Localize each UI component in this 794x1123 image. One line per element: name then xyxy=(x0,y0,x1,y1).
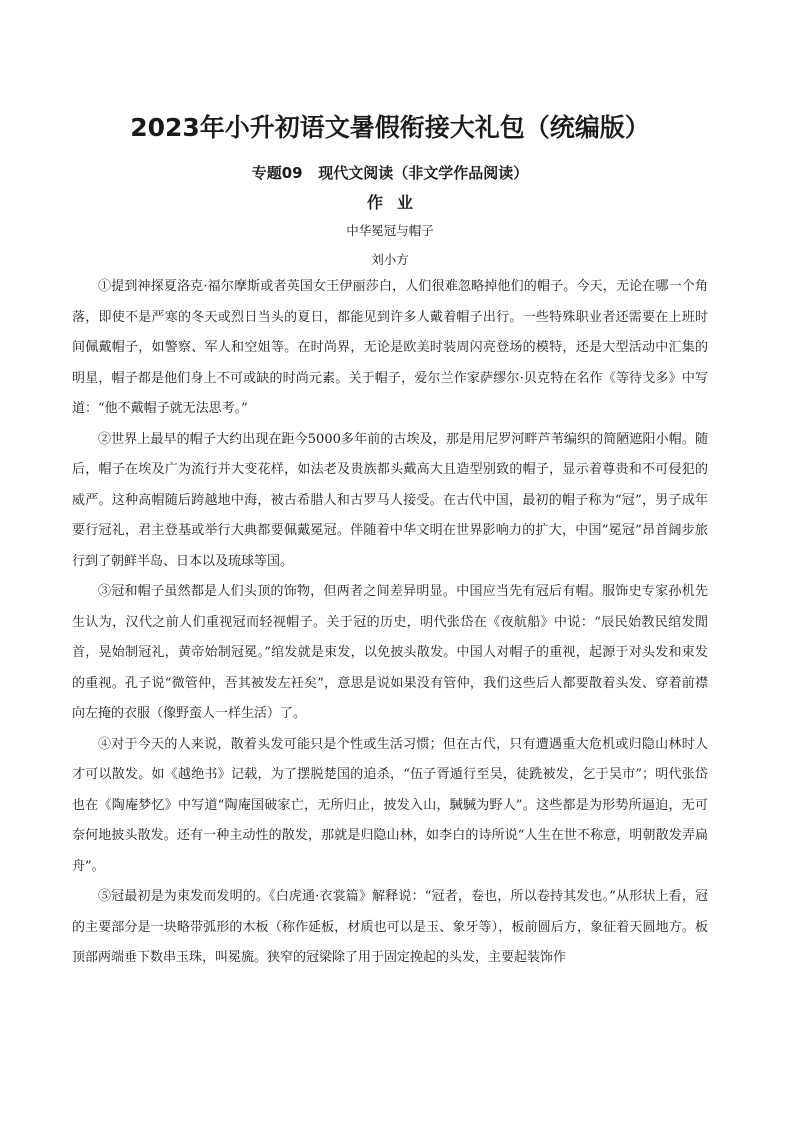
paragraph-3: ③冠和帽子虽然都是人们头顶的饰物，但两者之间差异明显。中国应当先有冠后有帽。服饰史专家孙机先生认为，汉代之前人们重视冠而轻视帽子。关于冠的历史，明代张岱在《夜航船》中说：“辰民始教民绾发閒首，晃始制冠礼，黄帝始制冠冕。”绾发就是束发，以免披头散发。中国人对帽子的重视，起源于对头发和束发的重视。孔子说“微管仲，吾其被发左衽矣”，意思是说如果没有管仲，我们这些后人都要散着头发、穿着前襟向左掩的衣服（像野蛮人一样生活）了。 xyxy=(72,584,708,721)
article-body xyxy=(72,272,708,974)
article-author: 刘小方 xyxy=(371,252,409,267)
document-title: 2023年小升初语文暑假衔接大礼包（统编版） xyxy=(130,113,650,142)
paragraph-2: ②世界上最早的帽子大约出现在距今5000多年前的古埃及，那是用尼罗河畔芦苇编织的简陋遮阳小帽。随后，帽子在埃及广为流行并大变花样，如法老及贵族都头戴高大且造型别致的帽子，显示着尊贵和不可侵犯的威严。这种高帽随后跨越地中海，被古希腊人和古罗马人接受。在古代中国，最初的帽子称为“冠”，男子成年要行冠礼，君主登基或举行大典都要佩戴冕冠。伴随着中华文明在世界影响力的扩大，中国“冕冠”昂首阔步旅行到了朝鲜半岛、日本以及琉球等国。 xyxy=(72,431,708,569)
topic-subtitle: 专题09 现代文阅读（非文学作品阅读） xyxy=(251,164,529,182)
paragraph-1: ①提到神探夏洛克·福尔摩斯或者英国女王伊丽莎白，人们很难忽略掉他们的帽子。今天，无论在哪一个角落，即使不是严寒的冬天或烈日当头的夏日，都能见到许多人戴着帽子出行。一些特殊职业者还需要在上班时间佩戴帽子，如警察、军人和空姐等。在时尚界，无论是欧美时装周闪亮登场的模特，还是大型活动中汇集的明星，帽子都是他们身上不可或缺的时尚元素。关于帽子，爱尔兰作家萨缪尔·贝克特在名作《等待戈多》中写道：“他不戴帽子就无法思考。” xyxy=(72,279,708,416)
article-title: 中华冕冠与帽子 xyxy=(346,223,434,238)
paragraph-5: ⑤冠最初是为束发而发明的。《白虎通·衣裳篇》解释说：“冠者，卷也，所以卷持其发也。”从形状上看，冠的主要部分是一块略带弧形的木板（称作延板，材质也可以是玉、象牙等），板前圆后方，象征着天圆地方。板顶部两端垂下数串玉珠，叫冕旒。狭窄的冠梁除了用于固定挽起的头发，主要起装饰作 xyxy=(72,889,708,965)
section-label: 作业 xyxy=(366,193,427,212)
paragraph-4: ④对于今天的人来说，散着头发可能只是个性或生活习惯；但在古代，只有遭遇重大危机或归隐山林时人才可以散发。如《越绝书》记载，为了摆脱楚国的追杀，“伍子胥遁行至吴，徒跣被发，乞于吴市”；明代张岱也在《陶庵梦忆》中写道“陶庵国破家亡，无所归止，披发入山，駴駴为野人”。这些都是为形势所逼迫，无可奈何地披头散发。还有一种主动性的散发，那就是归隐山林，如李白的诗所说“人生在世不称意，明朝散发弄扁舟”。 xyxy=(72,736,708,874)
